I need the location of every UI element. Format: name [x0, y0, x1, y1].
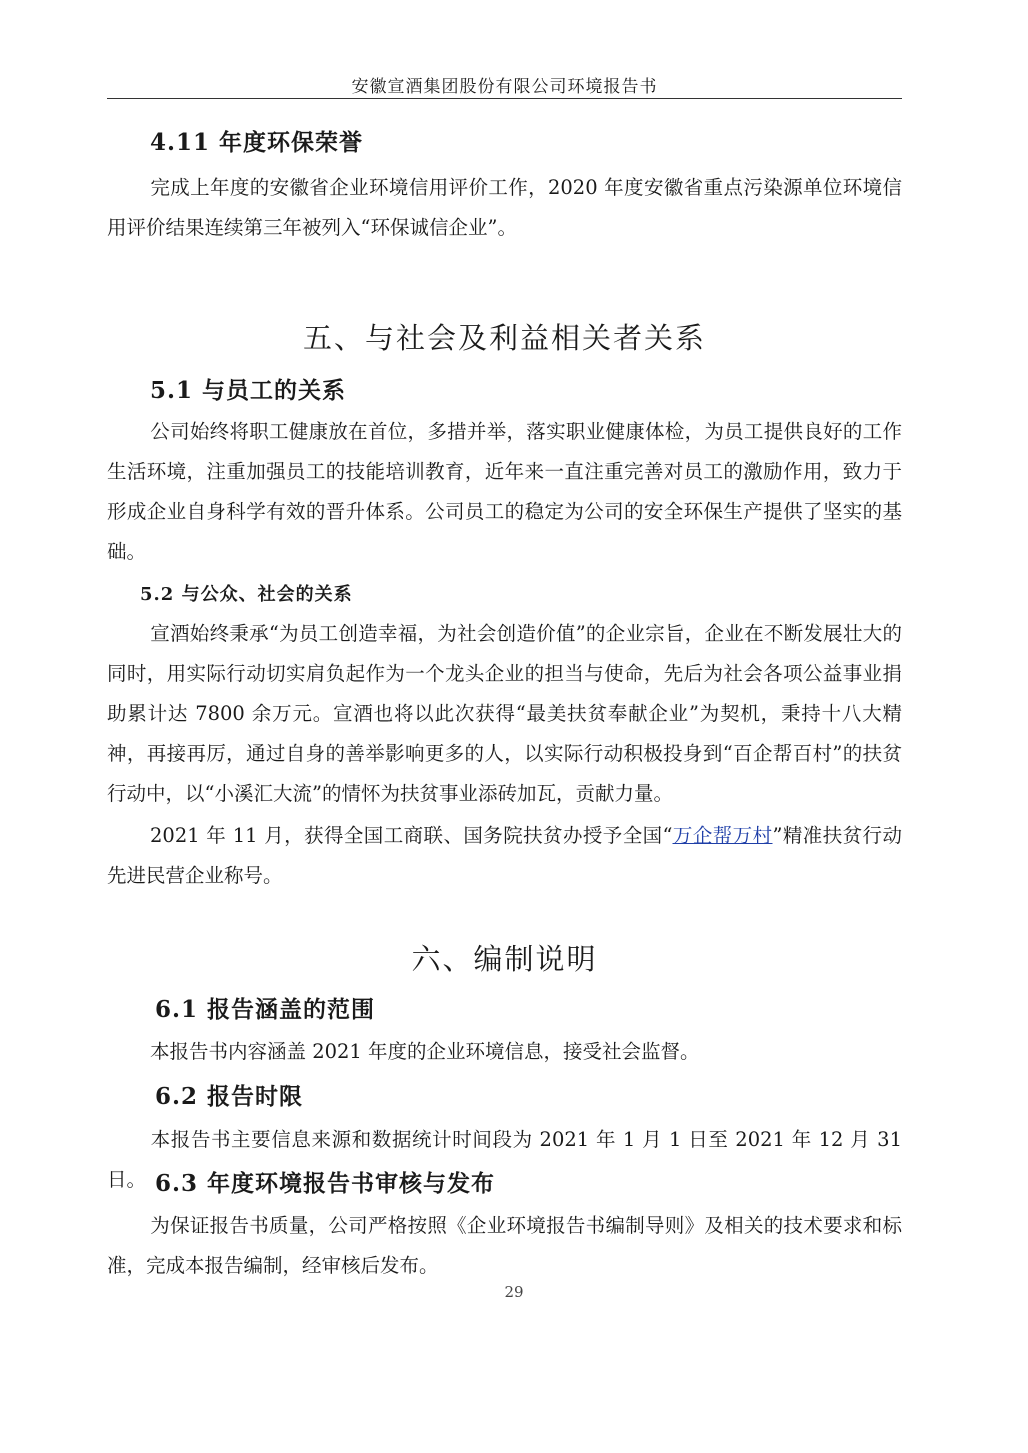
- section-6-2-paragraph: 本报告书主要信息来源和数据统计时间段为 2021 年 1 月 1 日至 2021 年 12 月 31 日。: [107, 1128, 902, 1191]
- section-5-2-heading: 5.2 与公众、社会的关系: [140, 584, 353, 605]
- section-6-3-heading: 6.3 年度环境报告书审核与发布: [155, 1170, 496, 1197]
- section-5-1-paragraph: 公司始终将职工健康放在首位，多措并举，落实职业健康体检，为员工提供良好的工作生活环境，注重加强员工的技能培训教育，近年来一直注重完善对员工的激励作用，致力于形成企业自身科学有效的晋升体系。公司员工的稳定为公司的安全环保生产提供了坚实的基础。: [107, 420, 902, 563]
- chapter-5-title: 五、与社会及利益相关者关系: [302, 321, 706, 355]
- section-6-1-paragraph: 本报告书内容涵盖 2021 年度的企业环境信息，接受社会监督。: [150, 1040, 700, 1063]
- header-divider: [107, 98, 902, 99]
- section-6-3-paragraph: 为保证报告书质量，公司严格按照《企业环境报告书编制导则》及相关的技术要求和标准，完成本报告编制，经审核后发布。: [107, 1214, 902, 1277]
- wanqi-bang-wancun-link[interactable]: 万企帮万村: [672, 824, 773, 847]
- section-4-11-heading: 4.11 年度环保荣誉: [150, 129, 364, 156]
- section-4-11-paragraph: 完成上年度的安徽省企业环境信用评价工作，2020 年度安徽省重点污染源单位环境信用评价结果连续第三年被列入“环保诚信企业”。: [107, 176, 902, 239]
- section-5-2-paragraph-1: 宣酒始终秉承“为员工创造幸福，为社会创造价值”的企业宗旨，企业在不断发展壮大的同时，用实际行动切实肩负起作为一个龙头企业的担当与使命，先后为社会各项公益事业捐助累计达 7800 余万元。宣酒也将以此次获得“最美扶贫奉献企业”为契机，秉持十八大精神，再接再厉，通过自身的善举影响更多的人，以实际行动积极投身到“百企帮百村”的扶贫行动中，以“小溪汇大流”的情怀为扶贫事业添砖加瓦，贡献力量。: [107, 622, 902, 805]
- page-number: 29: [504, 1283, 524, 1301]
- section-6-1-heading: 6.1 报告涵盖的范围: [155, 996, 376, 1023]
- section-5-2-paragraph-2: 2021 年 11 月，获得全国工商联、国务院扶贫办授予全国“万企帮万村”精准扶贫行动先进民营企业称号。: [107, 824, 902, 887]
- section-5-1-heading: 5.1 与员工的关系: [150, 377, 347, 404]
- chapter-6-title: 六、编制说明: [411, 942, 598, 976]
- section-6-2-heading: 6.2 报告时限: [155, 1083, 304, 1110]
- page-header-title: 安徽宣酒集团股份有限公司环境报告书: [351, 77, 658, 97]
